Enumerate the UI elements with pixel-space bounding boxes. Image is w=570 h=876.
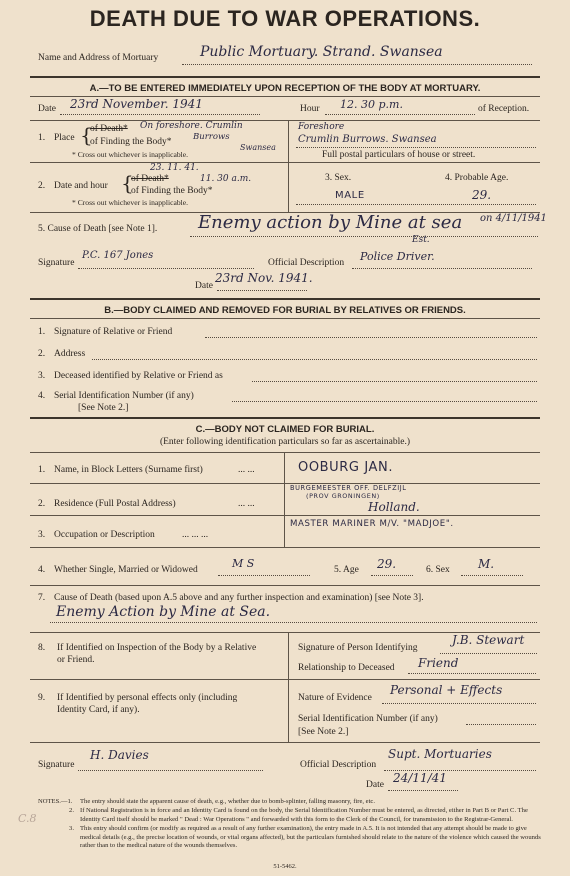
date-of-death-option: of Death* <box>131 174 169 184</box>
divider <box>30 318 540 319</box>
section-c-heading: C.—BODY NOT CLAIMED FOR BURIAL. <box>195 424 375 435</box>
form-code: 51-5462. <box>273 863 297 870</box>
note-3 <box>38 825 548 850</box>
note-2 <box>38 807 548 824</box>
identifier-signature-label: Signature of Person Identifying <box>298 643 418 653</box>
official-c-value: Supt. Mortuaries <box>388 747 492 761</box>
c-row-3-value: MASTER MARINER M/V. "MADJOE". <box>290 519 454 529</box>
cause-label: 5. Cause of Death [see Note 1]. <box>38 224 158 234</box>
column-divider <box>288 632 289 742</box>
brace-glyph: { <box>80 123 93 147</box>
c-row-2-number: 2. <box>38 499 46 509</box>
place-finding-option: of Finding the Body* <box>90 137 172 147</box>
c-cause-dotline <box>50 622 537 623</box>
marital-dotline <box>218 575 310 576</box>
section-a-heading: A.—TO BE ENTERED IMMEDIATELY UPON RECEPTION OF THE BODY AT MORTUARY. <box>89 83 481 94</box>
c-row-2-value-2: (PROV GRONINGEN) <box>306 492 380 500</box>
divider <box>30 417 540 419</box>
evidence-value: Personal + Effects <box>390 683 503 697</box>
signature-a-dotline <box>78 268 254 269</box>
divider <box>30 679 540 680</box>
cause-value-3: Est. <box>412 235 430 245</box>
signature-a-label: Signature <box>38 258 75 268</box>
identifier-signature-value: J.B. Stewart <box>452 633 525 647</box>
divider <box>30 76 540 78</box>
item8-label-1: If Identified on Inspection of the Body by a Relative <box>57 643 257 653</box>
address-value-2: Crumlin Burrows. Swansea <box>298 134 437 145</box>
b-row-3-label: Deceased identified by Relative or Friend as <box>54 371 223 381</box>
b-row-1-dotline <box>205 337 537 338</box>
divider <box>30 515 540 516</box>
b-row-2-label: Address <box>54 349 86 359</box>
b-row-2-dotline <box>92 359 537 360</box>
relationship-dotline <box>408 673 536 674</box>
divider <box>30 483 540 484</box>
address-dotline <box>296 147 536 148</box>
item2-number: 2. <box>38 181 46 191</box>
signature-a-date-label: Date <box>195 281 213 291</box>
mortuary-label: Name and Address of Mortuary <box>38 53 159 63</box>
divider <box>30 547 540 548</box>
b-row-4-label: Serial Identification Number (if any) <box>54 391 194 401</box>
b-row-4-dotline <box>232 401 537 402</box>
c-row-1-number: 1. <box>38 465 46 475</box>
place-note: * Cross out whichever is inapplicable. <box>72 150 188 159</box>
datehour-value-2: 11. 30 a.m. <box>200 174 252 184</box>
signature-c-label: Signature <box>38 760 75 770</box>
evidence-dotline <box>382 703 536 704</box>
c-row-2-leader: ... ... <box>238 499 255 509</box>
signature-c-date-value: 24/11/41 <box>393 771 447 785</box>
c-age-dotline <box>371 575 413 576</box>
marital-label: Whether Single, Married or Widowed <box>54 565 198 575</box>
date-label: Date <box>38 104 56 114</box>
signature-a-value: P.C. 167 Jones <box>82 250 154 261</box>
c-row-3-label: Occupation or Description <box>54 530 155 540</box>
marital-value: M S <box>232 557 255 570</box>
item9-label-2: Identity Card, if any). <box>57 705 140 715</box>
signature-a-date-value: 23rd Nov. 1941. <box>215 271 313 285</box>
item8-number: 8. <box>38 643 46 653</box>
age-label: 4. Probable Age. <box>445 173 509 183</box>
serial-dotline <box>466 724 536 725</box>
item8-label-2: or Friend. <box>57 655 95 665</box>
mortuary-value: Public Mortuary. Strand. Swansea <box>200 44 443 60</box>
c-sex-label: 6. Sex <box>426 565 450 575</box>
hour-label: Hour <box>300 104 320 114</box>
margin-mark: C.8 <box>18 812 37 825</box>
address-value-1: Foreshore <box>298 122 345 132</box>
marital-number: 4. <box>38 565 46 575</box>
sex-age-dotline <box>296 204 536 205</box>
form-title: DEATH DUE TO WAR OPERATIONS. <box>89 6 481 31</box>
place-label: Place <box>54 133 75 143</box>
divider <box>30 298 540 300</box>
note-1-key: NOTES.—1. <box>38 798 73 805</box>
cause-value: Enemy action by Mine at sea <box>198 212 463 233</box>
c-row-1-label: Name, in Block Letters (Surname first) <box>54 465 203 475</box>
divider <box>30 120 540 121</box>
c-row-2-label: Residence (Full Postal Address) <box>54 499 176 509</box>
identifier-signature-dotline <box>440 653 537 654</box>
official-c-label: Official Description <box>300 760 377 770</box>
column-divider <box>284 452 285 547</box>
address-caption: Full postal particulars of house or street. <box>322 150 476 160</box>
signature-c-date-dotline <box>388 790 458 791</box>
signature-c-dotline <box>78 770 263 771</box>
hour-suffix: of Reception. <box>478 104 530 114</box>
place-value-1: On foreshore. Crumlin <box>140 121 243 131</box>
note-2-key: 2. <box>69 807 74 815</box>
c-row-3-number: 3. <box>38 530 46 540</box>
sex-value: MALE <box>335 190 365 201</box>
notes-block <box>38 798 548 850</box>
c-age-label: 5. Age <box>334 565 359 575</box>
note-3-text: This entry should confirm (or modify as required as a result of any further examination), the entry made in A.5. It is not intended that any attempt should be made to give medical details (e.g., the precise location of wounds, or vital organs affected), but the particulars furnished should relate to the nature of the violence which caused the wounds rather than to the medical nature of the wounds themselves. <box>80 825 541 850</box>
c-sex-dotline <box>461 575 523 576</box>
b-row-4-number: 4. <box>38 391 46 401</box>
official-a-dotline <box>352 268 532 269</box>
sex-label: 3. Sex. <box>325 173 352 183</box>
b-row-1-number: 1. <box>38 327 46 337</box>
mortuary-dotline <box>182 64 532 65</box>
note-3-key: 3. <box>69 825 74 833</box>
section-c-subheading: (Enter following identification particulars so far as ascertainable.) <box>159 437 411 447</box>
official-a-label: Official Description <box>268 258 345 268</box>
datehour-label: Date and hour <box>54 181 108 191</box>
date-dotline <box>60 114 260 115</box>
note-2-text: If National Registration is in force and an Identity Card is found on the body, the Serial Identification Number must be entered, as directed, either in Part B or Part C. The Identity Card itself should be marked " Dead : War Operations " and forwarded with this form to the Clerk of the Council, for transmission to the Registrar-General. <box>80 807 528 823</box>
b-row-3-dotline <box>252 381 537 382</box>
age-value: 29. <box>472 188 492 202</box>
item9-number: 9. <box>38 693 46 703</box>
divider <box>30 452 540 453</box>
signature-a-date-dotline <box>217 290 307 291</box>
c-row-1-leader: ... ... <box>238 465 255 475</box>
c-row-3-leader: ... ... ... <box>182 530 209 540</box>
divider <box>30 585 540 586</box>
cause-dotline <box>190 236 538 237</box>
relationship-value: Friend <box>418 656 459 670</box>
c-cause-number: 7. <box>38 593 46 603</box>
hour-dotline <box>325 114 475 115</box>
brace-glyph: { <box>121 171 134 195</box>
date-finding-option: of Finding the Body* <box>131 186 213 196</box>
b-row-3-number: 3. <box>38 371 46 381</box>
b-row-1-label: Signature of Relative or Friend <box>54 327 173 337</box>
datehour-note: * Cross out whichever is inapplicable. <box>72 198 188 207</box>
datehour-value-1: 23. 11. 41. <box>150 163 199 173</box>
divider <box>30 742 540 743</box>
divider <box>30 162 540 163</box>
c-age-value: 29. <box>377 557 397 571</box>
c-row-1-value: OOBURG JAN. <box>298 460 394 475</box>
hour-value: 12. 30 p.m. <box>340 98 403 111</box>
place-value-3: Swansea <box>240 143 276 152</box>
serial-note: [See Note 2.] <box>298 727 349 737</box>
section-b-heading: B.—BODY CLAIMED AND REMOVED FOR BURIAL BY RELATIVES OR FRIENDS. <box>104 305 466 316</box>
c-cause-label: Cause of Death (based upon A.5 above and any further inspection and examination) [see Note 3]. <box>54 593 424 603</box>
c-sex-value: M. <box>478 557 495 571</box>
b-row-4-note: [See Note 2.] <box>78 403 129 413</box>
serial-label: Serial Identification Number (if any) <box>298 714 438 724</box>
signature-c-date-label: Date <box>366 780 384 790</box>
place-of-death-option: of Death* <box>90 124 128 134</box>
item1-number: 1. <box>38 133 46 143</box>
date-value: 23rd November. 1941 <box>70 97 203 111</box>
evidence-label: Nature of Evidence <box>298 693 372 703</box>
cause-value-2: on 4/11/1941 <box>480 213 547 224</box>
relationship-label: Relationship to Deceased <box>298 663 395 673</box>
signature-c-value: H. Davies <box>90 748 149 762</box>
item9-label-1: If Identified by personal effects only (including <box>57 693 238 703</box>
c-row-2-value: BURGEMEESTER OFF. DELFZIJL <box>290 484 407 492</box>
place-value-2: Burrows <box>193 132 230 142</box>
note-1 <box>38 798 548 806</box>
c-row-2-value-3: Holland. <box>368 500 420 514</box>
c-cause-value: Enemy Action by Mine at Sea. <box>56 604 271 620</box>
column-divider <box>288 120 289 212</box>
b-row-2-number: 2. <box>38 349 46 359</box>
official-a-value: Police Driver. <box>360 250 435 263</box>
note-1-text: The entry should state the apparent cause of death, e.g., whether due to bomb-splinter, falling masonry, fire, etc. <box>80 798 376 805</box>
